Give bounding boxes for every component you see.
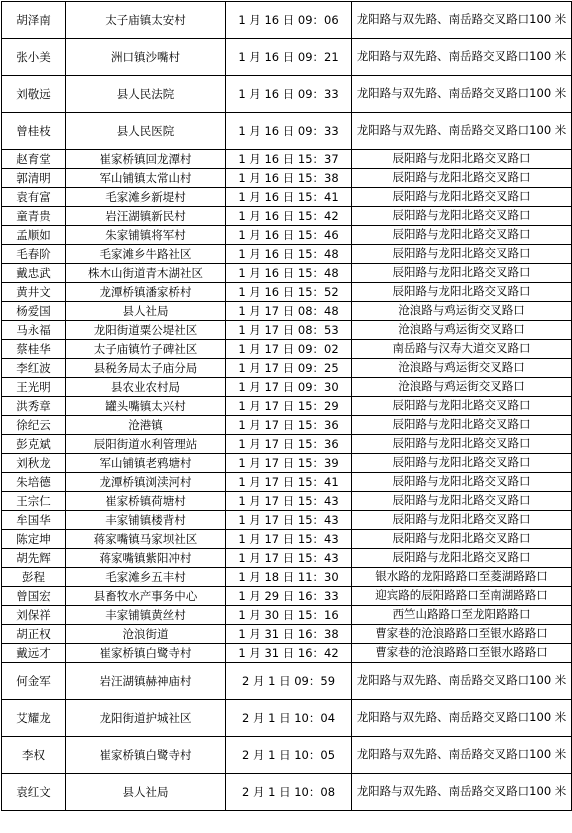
time-cell: 1 月 17 日 15：39 xyxy=(226,454,352,473)
table-row xyxy=(2,226,572,245)
name-cell: 牟国华 xyxy=(2,511,66,530)
name-cell: 胡先辉 xyxy=(2,549,66,568)
place-cell: 崔家桥镇白鹭寺村 xyxy=(66,644,226,663)
table-row xyxy=(2,113,572,150)
table-row xyxy=(2,587,572,606)
time-cell: 1 月 31 日 16：42 xyxy=(226,644,352,663)
name-cell: 王光明 xyxy=(2,378,66,397)
location-cell: 辰阳路与龙阳北路交叉路口 xyxy=(352,530,572,549)
name-cell: 李权 xyxy=(2,737,66,774)
time-cell: 1 月 17 日 15：43 xyxy=(226,530,352,549)
name-cell: 刘敬远 xyxy=(2,76,66,113)
location-cell: 沧浪路与鸡运街交叉路口 xyxy=(352,321,572,340)
location-cell: 辰阳路与龙阳北路交叉路口 xyxy=(352,207,572,226)
place-cell: 岩汪湖镇赫神庙村 xyxy=(66,663,226,700)
location-cell: 沧浪路与鸡运街交叉路口 xyxy=(352,359,572,378)
location-cell: 辰阳路与龙阳北路交叉路口 xyxy=(352,492,572,511)
place-cell: 毛家滩乡新堤村 xyxy=(66,188,226,207)
table-row xyxy=(2,39,572,76)
location-cell: 龙阳路与双先路、南岳路交叉路口100 米 xyxy=(352,76,572,113)
location-cell: 龙阳路与双先路、南岳路交叉路口100 米 xyxy=(352,700,572,737)
time-cell: 1 月 17 日 15：36 xyxy=(226,416,352,435)
name-cell: 黄井文 xyxy=(2,283,66,302)
time-cell: 1 月 16 日 09：33 xyxy=(226,113,352,150)
location-cell: 辰阳路与龙阳北路交叉路口 xyxy=(352,264,572,283)
table-row xyxy=(2,397,572,416)
place-cell: 县税务局太子庙分局 xyxy=(66,359,226,378)
name-cell: 李红波 xyxy=(2,359,66,378)
location-cell: 辰阳路与龙阳北路交叉路口 xyxy=(352,397,572,416)
table-row xyxy=(2,511,572,530)
location-cell: 辰阳路与龙阳北路交叉路口 xyxy=(352,435,572,454)
table-row xyxy=(2,302,572,321)
time-cell: 1 月 17 日 15：36 xyxy=(226,435,352,454)
table-row xyxy=(2,169,572,188)
time-cell: 1 月 17 日 08：48 xyxy=(226,302,352,321)
place-cell: 洲口镇沙嘴村 xyxy=(66,39,226,76)
place-cell: 沧港镇 xyxy=(66,416,226,435)
table-row xyxy=(2,492,572,511)
table-row xyxy=(2,416,572,435)
place-cell: 崔家桥镇白鹭寺村 xyxy=(66,737,226,774)
location-cell: 银水路的龙阳路路口至菱湖路路口 xyxy=(352,568,572,587)
table-row xyxy=(2,188,572,207)
time-cell: 1 月 17 日 15：43 xyxy=(226,549,352,568)
location-cell: 辰阳路与龙阳北路交叉路口 xyxy=(352,283,572,302)
name-cell: 彭程 xyxy=(2,568,66,587)
name-cell: 戴忠武 xyxy=(2,264,66,283)
name-cell: 艾耀龙 xyxy=(2,700,66,737)
time-cell: 1 月 17 日 15：29 xyxy=(226,397,352,416)
time-cell: 2 月 1 日 09：59 xyxy=(226,663,352,700)
place-cell: 县人民医院 xyxy=(66,113,226,150)
location-cell: 曹家巷的沧浪路路口至银水路路口 xyxy=(352,625,572,644)
location-cell: 沧浪路与鸡运街交叉路口 xyxy=(352,302,572,321)
name-cell: 胡泽南 xyxy=(2,2,66,39)
place-cell: 军山铺镇太常山村 xyxy=(66,169,226,188)
name-cell: 洪秀章 xyxy=(2,397,66,416)
time-cell: 1 月 16 日 15：48 xyxy=(226,245,352,264)
time-cell: 1 月 16 日 15：42 xyxy=(226,207,352,226)
name-cell: 胡正权 xyxy=(2,625,66,644)
location-cell: 辰阳路与龙阳北路交叉路口 xyxy=(352,454,572,473)
table-row xyxy=(2,283,572,302)
table-row xyxy=(2,207,572,226)
location-cell: 辰阳路与龙阳北路交叉路口 xyxy=(352,188,572,207)
time-cell: 1 月 17 日 08：53 xyxy=(226,321,352,340)
name-cell: 徐纪云 xyxy=(2,416,66,435)
place-cell: 龙潭桥镇潘家桥村 xyxy=(66,283,226,302)
name-cell: 郭清明 xyxy=(2,169,66,188)
name-cell: 刘保祥 xyxy=(2,606,66,625)
time-cell: 1 月 16 日 15：37 xyxy=(226,150,352,169)
place-cell: 毛家滩乡牛路社区 xyxy=(66,245,226,264)
place-cell: 龙阳街道护城社区 xyxy=(66,700,226,737)
name-cell: 蔡桂华 xyxy=(2,340,66,359)
time-cell: 1 月 16 日 09：33 xyxy=(226,76,352,113)
time-cell: 2 月 1 日 10：08 xyxy=(226,774,352,811)
time-cell: 1 月 16 日 15：46 xyxy=(226,226,352,245)
time-cell: 1 月 16 日 15：52 xyxy=(226,283,352,302)
location-cell: 辰阳路与龙阳北路交叉路口 xyxy=(352,169,572,188)
records-table-body xyxy=(2,2,572,811)
location-cell: 龙阳路与双先路、南岳路交叉路口100 米 xyxy=(352,113,572,150)
table-row xyxy=(2,76,572,113)
location-cell: 辰阳路与龙阳北路交叉路口 xyxy=(352,549,572,568)
place-cell: 株木山街道青木湖社区 xyxy=(66,264,226,283)
table-row xyxy=(2,2,572,39)
name-cell: 曾国宏 xyxy=(2,587,66,606)
place-cell: 县农业农村局 xyxy=(66,378,226,397)
name-cell: 袁有富 xyxy=(2,188,66,207)
name-cell: 朱培德 xyxy=(2,473,66,492)
location-cell: 龙阳路与双先路、南岳路交叉路口100 米 xyxy=(352,2,572,39)
place-cell: 蒋家嘴镇马家坝社区 xyxy=(66,530,226,549)
time-cell: 1 月 17 日 15：43 xyxy=(226,511,352,530)
place-cell: 龙潭桥镇浏渎河村 xyxy=(66,473,226,492)
time-cell: 1 月 16 日 15：48 xyxy=(226,264,352,283)
place-cell: 辰阳街道水利管理站 xyxy=(66,435,226,454)
location-cell: 辰阳路与龙阳北路交叉路口 xyxy=(352,245,572,264)
table-row xyxy=(2,530,572,549)
time-cell: 1 月 17 日 09：02 xyxy=(226,340,352,359)
table-row xyxy=(2,606,572,625)
table-row xyxy=(2,321,572,340)
name-cell: 曾桂枝 xyxy=(2,113,66,150)
name-cell: 刘秋龙 xyxy=(2,454,66,473)
time-cell: 1 月 17 日 15：43 xyxy=(226,492,352,511)
name-cell: 王宗仁 xyxy=(2,492,66,511)
location-cell: 辰阳路与龙阳北路交叉路口 xyxy=(352,473,572,492)
table-row xyxy=(2,245,572,264)
place-cell: 县畜牧水产事务中心 xyxy=(66,587,226,606)
place-cell: 罐头嘴镇太兴村 xyxy=(66,397,226,416)
place-cell: 县人社局 xyxy=(66,774,226,811)
table-row xyxy=(2,340,572,359)
place-cell: 军山铺镇老鸦塘村 xyxy=(66,454,226,473)
time-cell: 2 月 1 日 10：05 xyxy=(226,737,352,774)
table-row xyxy=(2,644,572,663)
place-cell: 崔家桥镇荷塘村 xyxy=(66,492,226,511)
time-cell: 1 月 17 日 09：30 xyxy=(226,378,352,397)
name-cell: 袁红文 xyxy=(2,774,66,811)
name-cell: 戴远才 xyxy=(2,644,66,663)
location-cell: 曹家巷的沧浪路路口至银水路路口 xyxy=(352,644,572,663)
name-cell: 马永福 xyxy=(2,321,66,340)
place-cell: 龙阳街道粟公堤社区 xyxy=(66,321,226,340)
location-cell: 辰阳路与龙阳北路交叉路口 xyxy=(352,511,572,530)
location-cell: 龙阳路与双先路、南岳路交叉路口100 米 xyxy=(352,774,572,811)
table-row xyxy=(2,473,572,492)
table-row xyxy=(2,774,572,811)
table-row xyxy=(2,568,572,587)
place-cell: 丰家铺镇楼背村 xyxy=(66,511,226,530)
time-cell: 1 月 16 日 09：21 xyxy=(226,39,352,76)
place-cell: 县人民法院 xyxy=(66,76,226,113)
time-cell: 1 月 16 日 09：06 xyxy=(226,2,352,39)
location-cell: 辰阳路与龙阳北路交叉路口 xyxy=(352,150,572,169)
records-table xyxy=(1,1,572,811)
location-cell: 龙阳路与双先路、南岳路交叉路口100 米 xyxy=(352,663,572,700)
table-row xyxy=(2,625,572,644)
place-cell: 朱家铺镇将军村 xyxy=(66,226,226,245)
location-cell: 西竺山路路口至龙阳路路口 xyxy=(352,606,572,625)
time-cell: 1 月 31 日 16：38 xyxy=(226,625,352,644)
location-cell: 龙阳路与双先路、南岳路交叉路口100 米 xyxy=(352,39,572,76)
table-row xyxy=(2,700,572,737)
table-row xyxy=(2,435,572,454)
place-cell: 崔家桥镇回龙潭村 xyxy=(66,150,226,169)
time-cell: 1 月 17 日 15：41 xyxy=(226,473,352,492)
time-cell: 1 月 18 日 11：30 xyxy=(226,568,352,587)
table-row xyxy=(2,454,572,473)
name-cell: 赵育堂 xyxy=(2,150,66,169)
location-cell: 辰阳路与龙阳北路交叉路口 xyxy=(352,416,572,435)
name-cell: 孟顺如 xyxy=(2,226,66,245)
place-cell: 蒋家嘴镇紫阳冲村 xyxy=(66,549,226,568)
time-cell: 2 月 1 日 10：04 xyxy=(226,700,352,737)
name-cell: 何金军 xyxy=(2,663,66,700)
time-cell: 1 月 16 日 15：41 xyxy=(226,188,352,207)
time-cell: 1 月 30 日 15：16 xyxy=(226,606,352,625)
table-row xyxy=(2,264,572,283)
name-cell: 张小美 xyxy=(2,39,66,76)
place-cell: 太子庙镇太安村 xyxy=(66,2,226,39)
time-cell: 1 月 29 日 16：33 xyxy=(226,587,352,606)
place-cell: 县人社局 xyxy=(66,302,226,321)
name-cell: 彭克斌 xyxy=(2,435,66,454)
name-cell: 陈定坤 xyxy=(2,530,66,549)
time-cell: 1 月 17 日 09：25 xyxy=(226,359,352,378)
table-row xyxy=(2,663,572,700)
place-cell: 丰家铺镇黄丝村 xyxy=(66,606,226,625)
place-cell: 岩汪湖镇新民村 xyxy=(66,207,226,226)
name-cell: 童青贵 xyxy=(2,207,66,226)
place-cell: 毛家滩乡五丰村 xyxy=(66,568,226,587)
location-cell: 龙阳路与双先路、南岳路交叉路口100 米 xyxy=(352,737,572,774)
table-row xyxy=(2,378,572,397)
location-cell: 辰阳路与龙阳北路交叉路口 xyxy=(352,226,572,245)
place-cell: 沧浪街道 xyxy=(66,625,226,644)
table-row xyxy=(2,150,572,169)
location-cell: 沧浪路与鸡运街交叉路口 xyxy=(352,378,572,397)
location-cell: 迎宾路的辰阳路路口至南湖路路口 xyxy=(352,587,572,606)
name-cell: 毛春阶 xyxy=(2,245,66,264)
location-cell: 南岳路与汉寿大道交叉路口 xyxy=(352,340,572,359)
name-cell: 杨爱国 xyxy=(2,302,66,321)
time-cell: 1 月 16 日 15：38 xyxy=(226,169,352,188)
place-cell: 太子庙镇竹子碑社区 xyxy=(66,340,226,359)
table-row xyxy=(2,549,572,568)
table-row xyxy=(2,359,572,378)
table-row xyxy=(2,737,572,774)
